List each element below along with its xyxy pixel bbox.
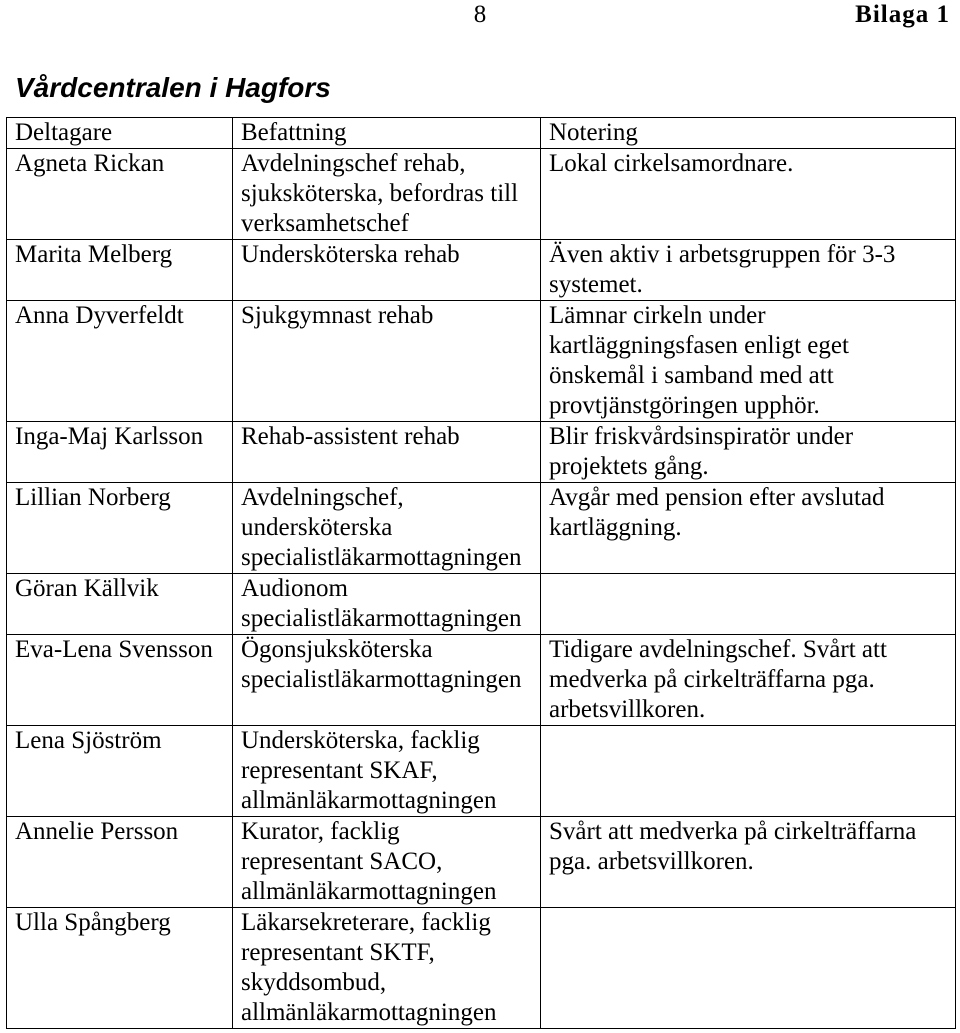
participant-name-cell: Annelie Persson (7, 817, 233, 908)
table-row (7, 422, 956, 483)
appendix-label: Bilaga 1 (855, 1, 950, 28)
participant-name-cell: Eva-Lena Svensson (7, 635, 233, 726)
participant-name-cell: Ulla Spångberg (7, 908, 233, 1029)
table-row (7, 908, 956, 1029)
note-cell (541, 574, 956, 635)
position-cell: Läkarsekreterare, facklig representant SKTF, skyddsombud, allmänläkarmottagningen (233, 908, 541, 1029)
note-cell: Lämnar cirkeln under kartläggningsfasen enligt eget önskemål i samband med att provtjänstgöringen upphör. (541, 301, 956, 422)
participant-name-cell: Agneta Rickan (7, 149, 233, 240)
note-cell: Även aktiv i arbetsgruppen för 3-3 systemet. (541, 240, 956, 301)
column-header-befattning: Befattning (233, 118, 541, 149)
position-cell: Sjukgymnast rehab (233, 301, 541, 422)
position-cell: Undersköterska rehab (233, 240, 541, 301)
participant-name-cell: Göran Källvik (7, 574, 233, 635)
note-cell: Svårt att medverka på cirkelträffarna pga. arbetsvillkoren. (541, 817, 956, 908)
table-row (7, 483, 956, 574)
column-header-notering: Notering (541, 118, 956, 149)
note-cell (541, 726, 956, 817)
table-row (7, 635, 956, 726)
page-number: 8 (473, 1, 487, 28)
note-cell: Blir friskvårdsinspiratör under projektets gång. (541, 422, 956, 483)
note-cell: Lokal cirkelsamordnare. (541, 149, 956, 240)
table-header-row (7, 118, 956, 149)
position-cell: Avdelningschef, undersköterska specialistläkarmottagningen (233, 483, 541, 574)
table-row (7, 817, 956, 908)
position-cell: Avdelningschef rehab, sjuksköterska, befordras till verksamhetschef (233, 149, 541, 240)
participant-name-cell: Lena Sjöström (7, 726, 233, 817)
position-cell: Ögonsjuksköterska specialistläkarmottagningen (233, 635, 541, 726)
table-row (7, 726, 956, 817)
participant-name-cell: Lillian Norberg (7, 483, 233, 574)
position-cell: Kurator, facklig representant SACO, allmänläkarmottagningen (233, 817, 541, 908)
table-row (7, 149, 956, 240)
table-row (7, 574, 956, 635)
participant-name-cell: Inga-Maj Karlsson (7, 422, 233, 483)
table-row (7, 240, 956, 301)
participants-table (6, 117, 956, 1029)
participant-name-cell: Marita Melberg (7, 240, 233, 301)
column-header-deltagare: Deltagare (7, 118, 233, 149)
note-cell (541, 908, 956, 1029)
table-row (7, 301, 956, 422)
note-cell: Avgår med pension efter avslutad kartläggning. (541, 483, 956, 574)
participant-name-cell: Anna Dyverfeldt (7, 301, 233, 422)
position-cell: Rehab-assistent rehab (233, 422, 541, 483)
document-title: Vårdcentralen i Hagfors (15, 72, 331, 103)
note-cell: Tidigare avdelningschef. Svårt att medverka på cirkelträffarna pga. arbetsvillkoren. (541, 635, 956, 726)
position-cell: Audionom specialistläkarmottagningen (233, 574, 541, 635)
position-cell: Undersköterska, facklig representant SKAF, allmänläkarmottagningen (233, 726, 541, 817)
